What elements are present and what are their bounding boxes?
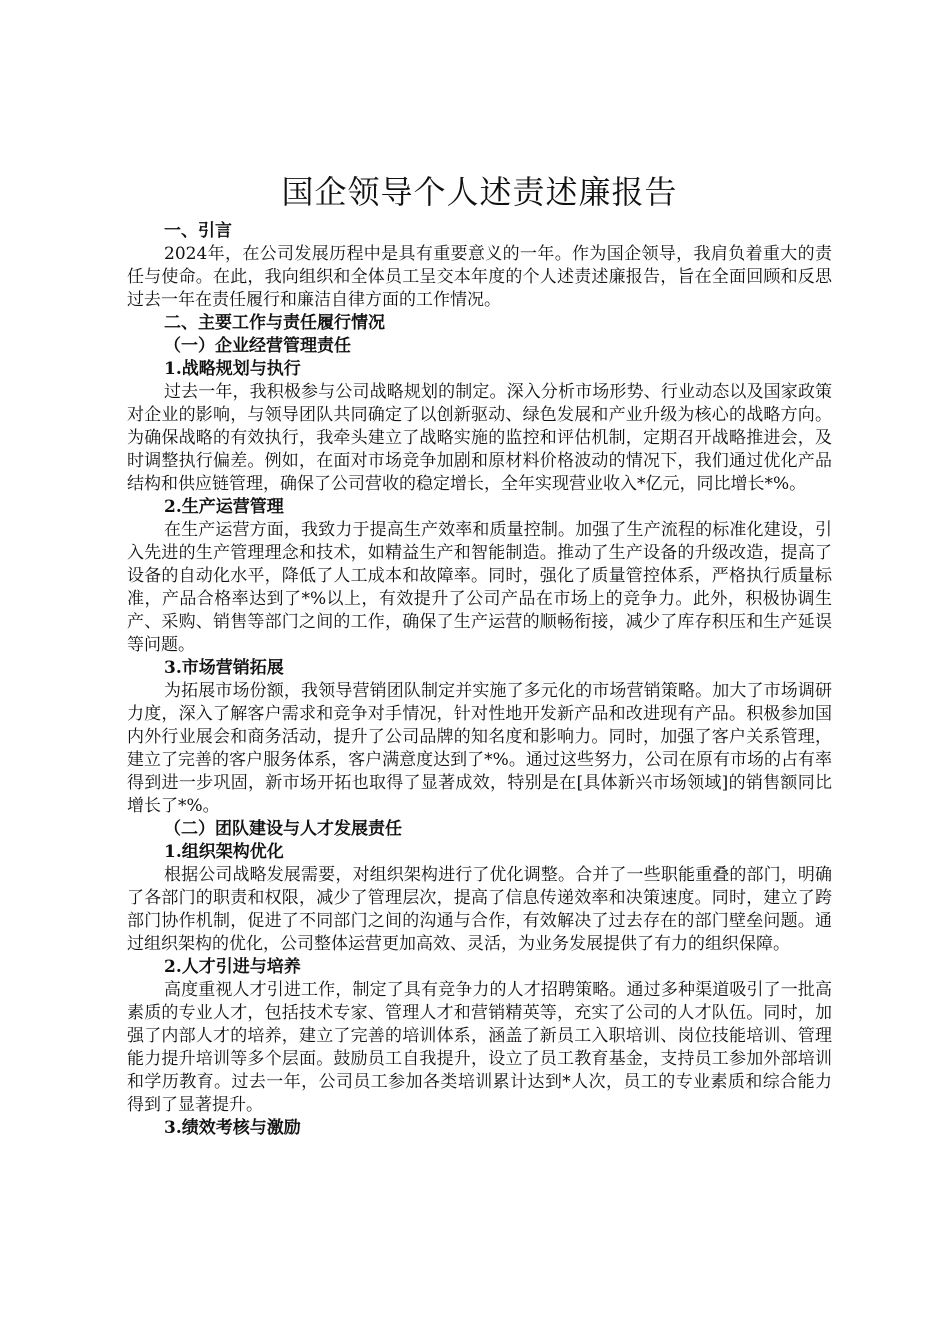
item-heading-marketing: 3.市场营销拓展: [164, 658, 284, 678]
paragraph-strategy: 过去一年，我积极参与公司战略规划的制定。深入分析市场形势、行业动态以及国家政策对企业的影响，与领导团队共同确定了以创新驱动、绿色发展和产业升级为核心的战略方向。为确保战略的有效执行，我牵头建立了战略实施的监控和评估机制，定期召开战略推进会，及时调整执行偏差。例如，在面对市场竞争加剧和原材料价格波动的情况下，我们通过优化产品结构和供应链管理，确保了公司营收的稳定增长，全年实现营业收入*亿元，同比增长*%。: [127, 382, 832, 494]
item-heading-talent: 2.人才引进与培养: [164, 957, 301, 977]
section-heading-main-work: 二、主要工作与责任履行情况: [164, 313, 385, 333]
item-heading-organization: 1.组织架构优化: [164, 842, 284, 862]
section-heading-intro: 一、引言: [164, 221, 232, 241]
page-title: 国企领导个人述责述廉报告: [281, 173, 678, 211]
paragraph-marketing: 为拓展市场份额，我领导营销团队制定并实施了多元化的市场营销策略。加大了市场调研力度，深入了解客户需求和竞争对手情况，针对性地开发新产品和改进现有产品。积极参加国内外行业展会和商务活动，提升了公司品牌的知名度和影响力。同时，加强了客户关系管理，建立了完善的客户服务体系，客户满意度达到了*%。通过这些努力，公司在原有市场的占有率得到进一步巩固，新市场开拓也取得了显著成效，特别是在[具体新兴市场领域]的销售额同比增长了*%。: [127, 681, 832, 816]
item-heading-production: 2.生产运营管理: [164, 497, 284, 517]
paragraph-organization: 根据公司战略发展需要，对组织架构进行了优化调整。合并了一些职能重叠的部门，明确了各部门的职责和权限，减少了管理层次，提高了信息传递效率和决策速度。同时，建立了跨部门协作机制，促进了不同部门之间的沟通与合作，有效解决了过去存在的部门壁垒问题。通过组织架构的优化，公司整体运营更加高效、灵活，为业务发展提供了有力的组织保障。: [127, 865, 832, 954]
item-heading-strategy: 1.战略规划与执行: [164, 359, 301, 379]
paragraph-intro: 2024年，在公司发展历程中是具有重要意义的一年。作为国企领导，我肩负着重大的责任与使命。在此，我向组织和全体员工呈交本年度的个人述责述廉报告，旨在全面回顾和反思过去一年在责任履行和廉洁自律方面的工作情况。: [127, 244, 832, 310]
item-heading-performance: 3.绩效考核与激励: [164, 1118, 301, 1138]
document-body: [127, 168, 832, 1140]
paragraph-talent: 高度重视人才引进工作，制定了具有竞争力的人才招聘策略。通过多种渠道吸引了一批高素质的专业人才，包括技术专家、管理人才和营销精英等，充实了公司的人才队伍。同时，加强了内部人才的培养，建立了完善的培训体系，涵盖了新员工入职培训、岗位技能培训、管理能力提升培训等多个层面。鼓励员工自我提升，设立了员工教育基金，支持员工参加外部培训和学历教育。过去一年，公司员工参加各类培训累计达到*人次，员工的专业素质和综合能力得到了显著提升。: [127, 980, 832, 1115]
paragraph-production: 在生产运营方面，我致力于提高生产效率和质量控制。加强了生产流程的标准化建设，引入先进的生产管理理念和技术，如精益生产和智能制造。推动了生产设备的升级改造，提高了设备的自动化水平，降低了人工成本和故障率。同时，强化了质量管控体系，严格执行质量标准，产品合格率达到了*%以上，有效提升了公司产品在市场上的竞争力。此外，积极协调生产、采购、销售等部门之间的工作，确保了生产运营的顺畅衔接，减少了库存积压和生产延误等问题。: [127, 520, 832, 655]
subsection-heading-team: （二）团队建设与人才发展责任: [164, 819, 402, 839]
subsection-heading-operations: （一）企业经营管理责任: [164, 336, 351, 356]
